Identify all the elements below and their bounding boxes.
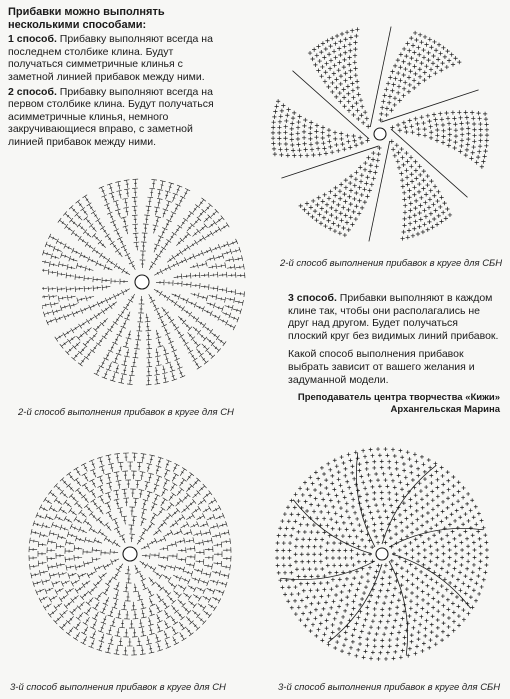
intro-title: Прибавки можно выполнять несколькими способами: bbox=[8, 6, 165, 31]
method3-label: 3 способ. bbox=[288, 292, 337, 304]
intro-text bbox=[8, 6, 223, 151]
method2-label: 2 способ. bbox=[8, 85, 57, 98]
caption-middle-left: 2-й способ выполнения прибавок в круге для СН bbox=[18, 407, 234, 418]
method3-text: Прибавки выполняют в каждом клине так, чтобы они располагались не друг над другом. Будет получаться плоский круг без видимых линий прибавок. bbox=[288, 292, 499, 342]
caption-bottom-right: 3-й способ выполнения прибавок в круге для СБН bbox=[278, 682, 501, 693]
method3-text-block bbox=[288, 292, 500, 388]
diagram-sbn-method2 bbox=[262, 10, 502, 255]
method1-label: 1 способ. bbox=[8, 33, 57, 46]
caption-bottom-left: 3-й способ выполнения прибавок в круге для СН bbox=[10, 682, 226, 693]
signature bbox=[290, 392, 500, 416]
diagram-sbn-method3 bbox=[268, 436, 498, 676]
choice-text: Какой способ выполнения прибавок выбрать зависит от вашего желания и задуманной модели. bbox=[288, 348, 475, 386]
signature-line-1: Преподаватель центра творчества «Кижи» bbox=[297, 392, 500, 403]
diagram-sn-method3 bbox=[18, 440, 248, 680]
signature-line-2: Архангельская Марина bbox=[390, 404, 500, 415]
method1-text: Прибавку выполняют всегда на последнем столбике клина. Будут получаться симметричные клинья с заметной линией прибавок между ними. bbox=[8, 33, 213, 83]
caption-top-right: 2-й способ выполнения прибавок в круге для СБН bbox=[280, 258, 503, 269]
method2-text: Прибавку выполняют всегда на первом столбике клина. Будут получаться асимметричные клинья, немного закручивающиеся вправо, с заметной линией прибавок между ними. bbox=[8, 85, 214, 148]
diagram-sn-method2 bbox=[42, 160, 252, 400]
